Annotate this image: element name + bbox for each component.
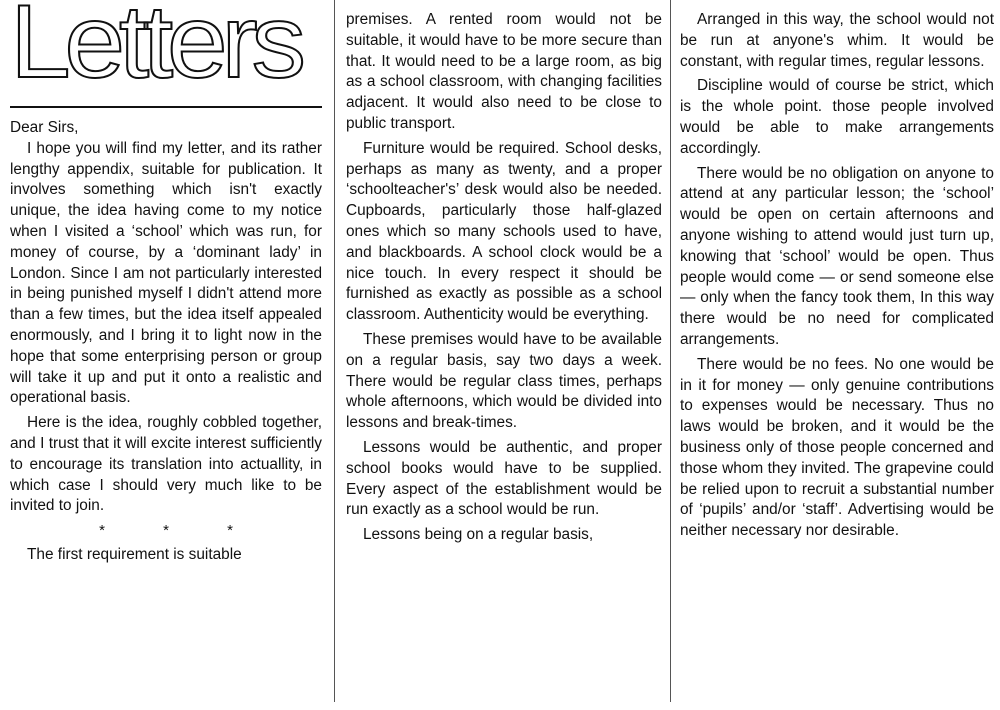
masthead-rule <box>10 106 322 108</box>
column-2 <box>346 0 662 710</box>
section-separator <box>10 517 322 541</box>
column-divider <box>334 0 335 702</box>
paragraph: Discipline would of course be strict, which is the whole point. those people involved would be able to make arrangements accordingly. <box>680 77 994 157</box>
column-divider <box>670 0 671 702</box>
masthead <box>10 0 322 112</box>
separator-star: * <box>163 522 169 540</box>
paragraph: Here is the idea, roughly cobbled together, and I trust that it will excite interest sufficiently to encourage its translation into actuallity, in which case I should very much like to be invited to join. <box>10 414 322 515</box>
masthead-title: Letters <box>10 0 300 100</box>
paragraph: Arranged in this way, the school would not be run at anyone's whim. It would be constant, with regular times, regular lessons. <box>680 11 994 70</box>
paragraph: I hope you will find my letter, and its rather lengthy appendix, suitable for publication. It involves something which isn't exactly unique, the idea having come to my notice when I visited a ‘school’ which was run, for money of course, by a ‘dominant lady’ in London. Since I am not particularly interested in being punished myself I didn't attend more than a few times, but the idea itself appealed enormously, and I bring it to light now in the hope that some enterprising person or group will take it up and put it onto a realistic and operational basis. <box>10 139 322 407</box>
paragraph: There would be no obligation on anyone to attend at any particular lesson; the ‘school’ would be open on certain afternoons and anyone wishing to attend would just turn up, knowing that ‘school’ would be open. Thus people would come — or send someone else — only when the fancy took them, In this way there would be no need for complicated arrangements. <box>680 164 994 348</box>
paragraph: Lessons being on a regular basis, <box>363 526 594 544</box>
paragraph: These premises would have to be available on a regular basis, say two days a week. There would be regular class times, perhaps whole afternoons, which would be divided into lessons and break-times. <box>346 330 662 432</box>
paragraph: Furniture would be required. School desks, perhaps as many as twenty, and a proper ‘schoolteacher's’ desk would also be needed. Cupboards, particularly those half-glazed ones which so many schools used to have, and blackboards. A school clock would be a nice touch. In every respect it should be furnished as exactly as possible as a school classroom. Authenticity would be everything. <box>346 139 662 324</box>
separator-star: * <box>227 522 233 540</box>
salutation: Dear Sirs, <box>10 119 79 136</box>
paragraph: The first requirement is suitable <box>27 546 242 564</box>
paragraph: Lessons would be authentic, and proper school books would have to be supplied. Every aspect of the establishment would be run exactly as a school would be run. <box>346 438 662 519</box>
paragraph: premises. A rented room would not be suitable, it would have to be more secure than that. It would need to be a large room, as big as a school classroom, with changing facilities adjacent. It would also need to be close to public transport. <box>346 11 662 132</box>
paragraph: There would be no fees. No one would be in it for money — only genuine contributions to expenses would be necessary. Thus no laws would be broken, and it would be the business only of those people concerned and those whom they invited. The grapevine could be relied upon to recruit a substantial number of ‘pupils’ and/or ‘staff’. Advertising would be neither necessary nor desirable. <box>680 355 994 540</box>
column-3 <box>680 0 994 710</box>
column-1 <box>10 0 322 710</box>
separator-star: * <box>99 522 105 540</box>
